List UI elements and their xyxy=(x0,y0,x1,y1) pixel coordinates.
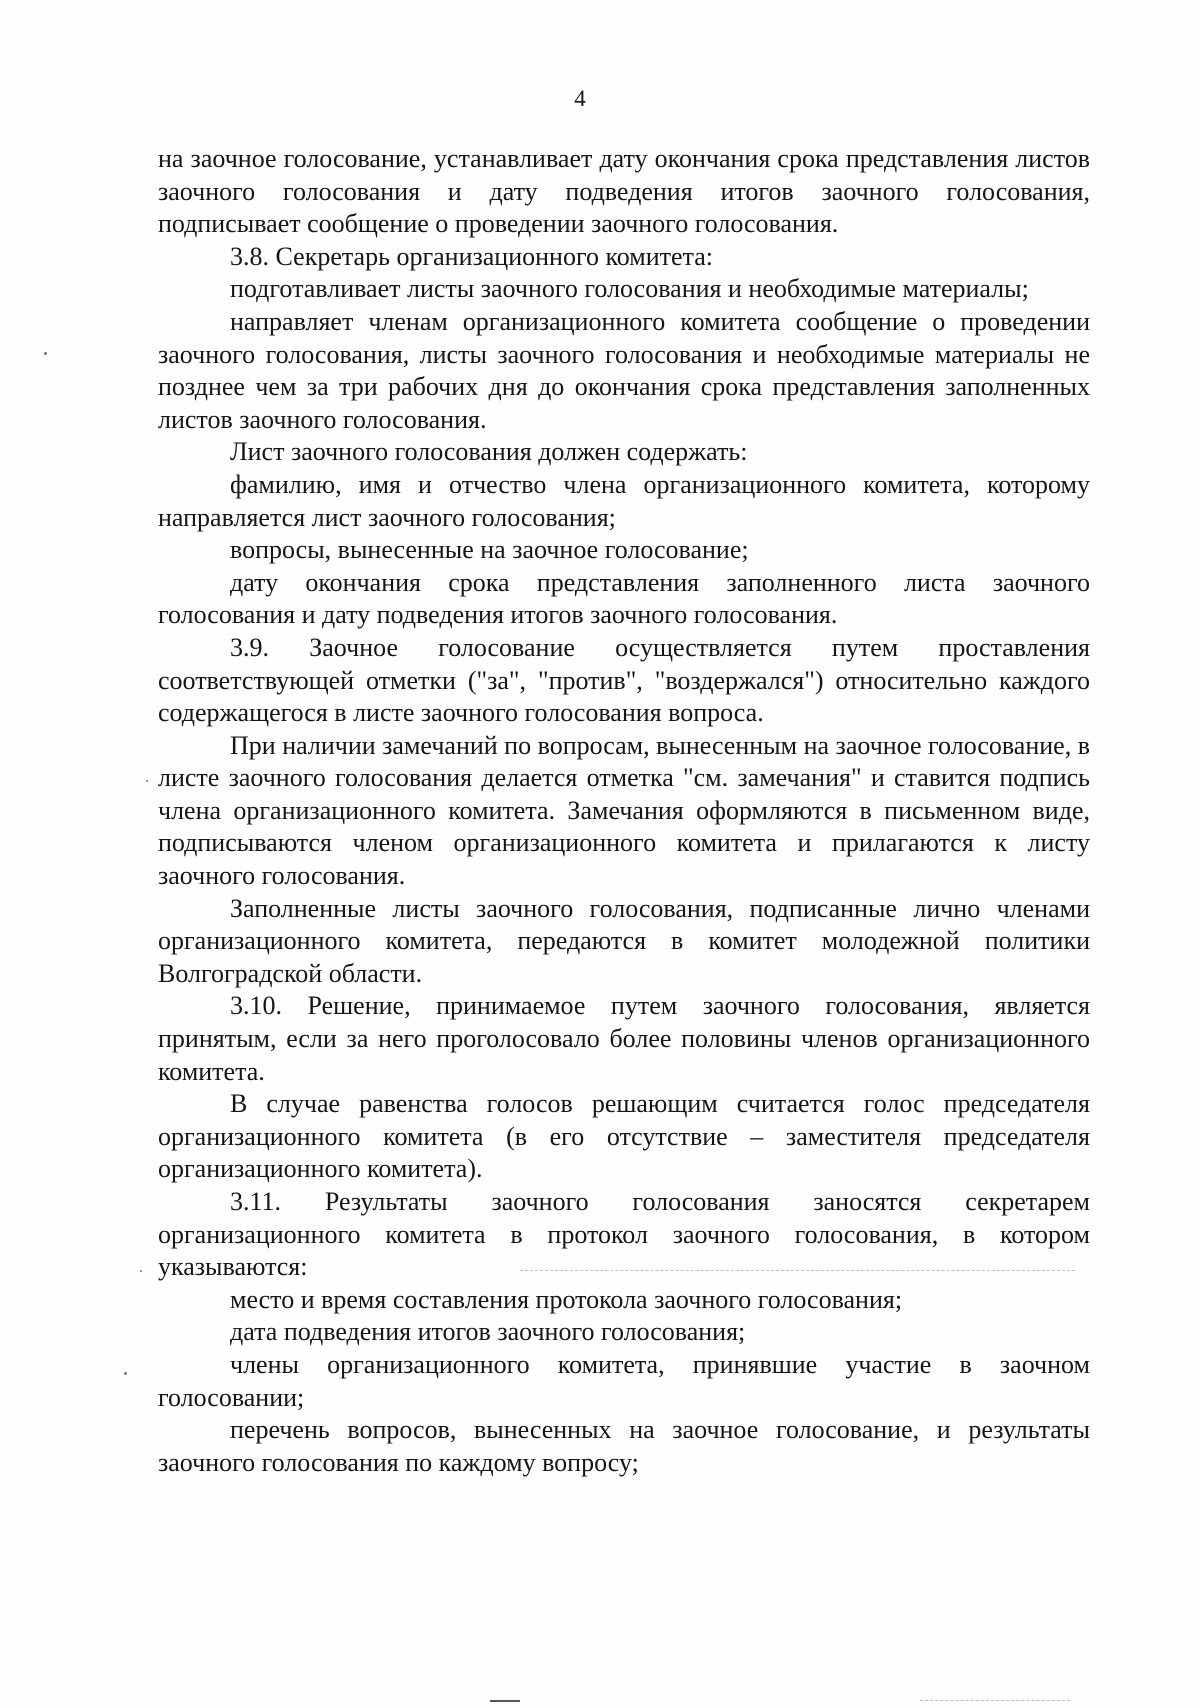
paragraph: на заочное голосование, устанавливает дату окончания срока представления листов заочного голосования и дату подведения итогов заочного голосования, подписывает сообщение о проведении заочного голосования. xyxy=(158,144,1090,239)
list-item: члены организационного комитета, принявшие участие в заочном голосовании; xyxy=(158,1349,1090,1412)
scan-speck xyxy=(44,352,47,355)
section-paragraph-3-11: 3.11. Результаты заочного голосования заносятся секретарем организационного комитета в протокол заочного голосования, в котором указываются: xyxy=(158,1187,1090,1282)
list-item: место и время составления протокола заочного голосования; xyxy=(230,1284,903,1314)
paragraph: В случае равенства голосов решающим считается голос председателя организационного комитета (в его отсутствие – заместителя председателя организационного комитета). xyxy=(158,1089,1090,1184)
section-heading-3-8: 3.8. Секретарь организационного комитета: xyxy=(230,241,713,271)
page-number: 4 xyxy=(574,86,586,111)
section-paragraph-3-9: 3.9. Заочное голосование осуществляется путем проставления соответствующей отметки ("за", "против", "воздержался") относительно каждого содержащегося в листе заочного голосования вопроса. xyxy=(158,632,1090,728)
list-item: дата подведения итогов заочного голосования; xyxy=(230,1317,746,1347)
scan-speck xyxy=(140,1270,142,1272)
list-item: перечень вопросов, вынесенных на заочное голосование, и результаты заочного голосования по каждому вопросу; xyxy=(158,1415,1090,1477)
paragraph: При наличии замечаний по вопросам, вынесенным на заочное голосование, в листе заочного голосования делается отметка "см. замечания" и ставится подпись члена организационного комитета. Замечания оформляются в письменном виде, подписываются членом организационного комитета и прилагаются к листу заочного голосования. xyxy=(158,730,1090,891)
scan-dotted-line xyxy=(920,1700,1070,1701)
document-body xyxy=(158,143,1090,1479)
scan-dotted-line xyxy=(490,1700,520,1702)
paragraph: Заполненные листы заочного голосования, подписанные лично членами организационного комитета, передаются в комитет молодежной политики Волгоградской области. xyxy=(158,893,1090,988)
list-item: вопросы, вынесенные на заочное голосование; xyxy=(230,535,749,565)
section-paragraph-3-10: 3.10. Решение, принимаемое путем заочного голосования, является принятым, если за него проголосовало более половины членов организационного комитета. xyxy=(158,991,1090,1086)
scan-speck xyxy=(124,1372,127,1375)
scan-speck xyxy=(146,780,148,782)
list-item: фамилию, имя и отчество члена организационного комитета, которому направляется лист заочного голосования; xyxy=(158,469,1090,532)
list-item: подготавливает листы заочного голосования и необходимые материалы; xyxy=(230,274,1029,304)
list-item: направляет членам организационного комитета сообщение о проведении заочного голосования, листы заочного голосования и необходимые материалы не позднее чем за три рабочих дня до окончания срока представления заполненных листов заочного голосования. xyxy=(158,306,1090,434)
paragraph: Лист заочного голосования должен содержать: xyxy=(230,437,748,467)
scan-dotted-line xyxy=(520,1270,1075,1271)
list-item: дату окончания срока представления заполненного листа заочного голосования и дату подведения итогов заочного голосования. xyxy=(158,567,1090,630)
